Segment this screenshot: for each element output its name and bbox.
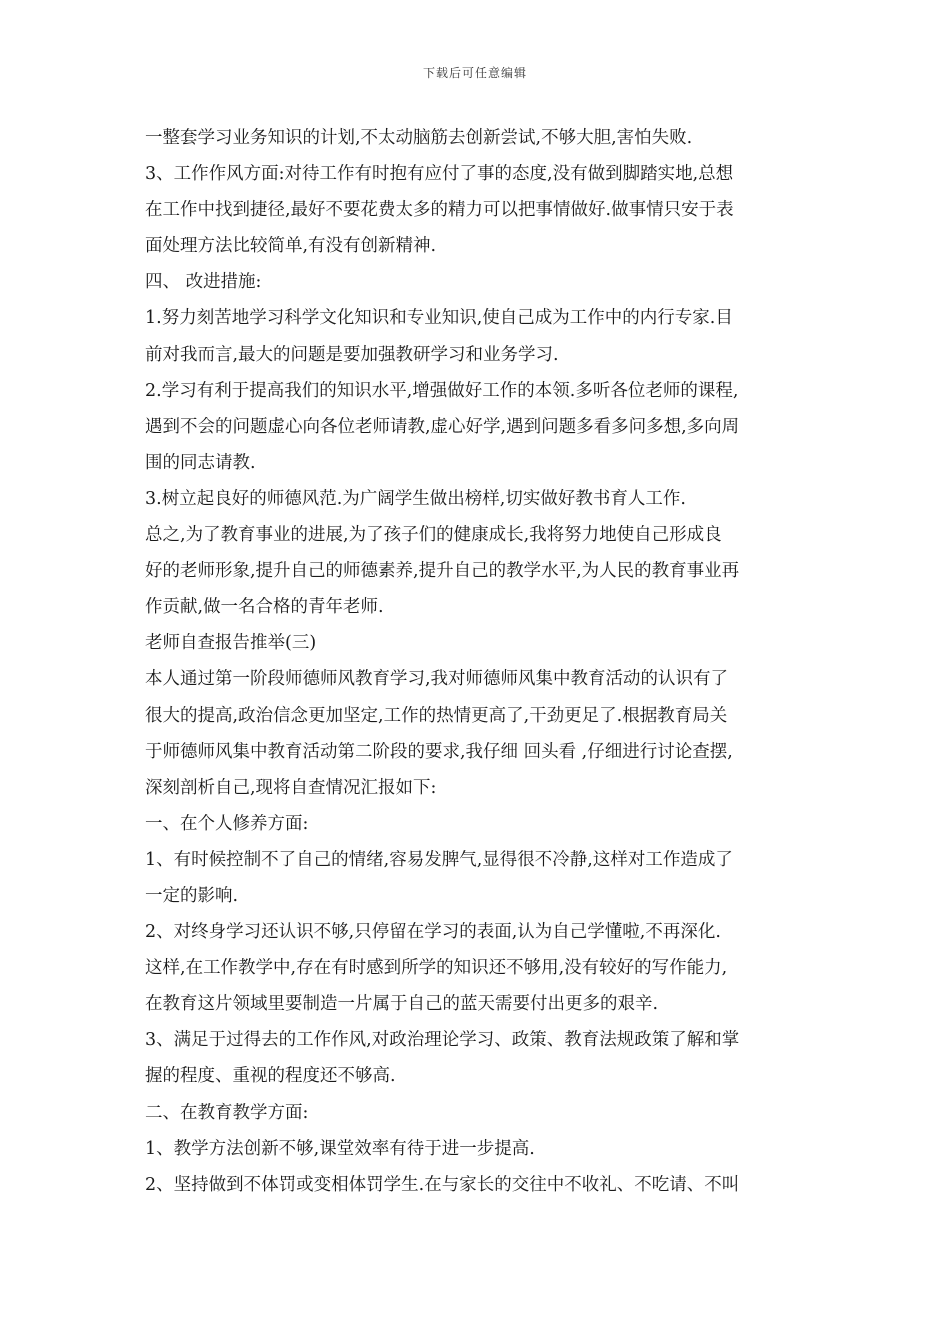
section-heading: 二、在教育教学方面: [145, 1102, 309, 1123]
text-line: 好的老师形象,提升自己的师德素养,提升自己的教学水平,为人民的教育事业再 [145, 561, 740, 582]
text-line: 于师德师风集中教育活动第二阶段的要求,我仔细 回头看 ,仔细进行讨论查摆, [145, 741, 733, 762]
text-line: 深刻剖析自己,现将自查情况汇报如下: [145, 777, 437, 798]
text-line: 在教育这片领域里要制造一片属于自己的蓝天需要付出更多的艰辛. [145, 994, 659, 1015]
document-body [145, 120, 810, 1203]
text-line: 本人通过第一阶段师德师风教育学习,我对师德师风集中教育活动的认识有了 [145, 669, 729, 690]
page-header: 下载后可任意编辑 [422, 66, 527, 80]
text-line: 1、有时候控制不了自己的情绪,容易发脾气,显得很不冷静,这样对工作造成了 [145, 849, 733, 870]
text-line: 一定的影响. [145, 885, 239, 906]
text-line: 3、满足于过得去的工作作风,对政治理论学习、政策、教育法规政策了解和掌 [145, 1030, 740, 1051]
text-line: 面处理方法比较简单,有没有创新精神. [145, 236, 437, 257]
text-line: 前对我而言,最大的问题是要加强教研学习和业务学习. [145, 344, 559, 365]
section-heading: 一、在个人修养方面: [145, 813, 309, 834]
text-line: 总之,为了教育事业的进展,为了孩子们的健康成长,我将努力地使自己形成良 [145, 525, 722, 546]
text-line: 握的程度、重视的程度还不够高. [145, 1066, 396, 1087]
text-line: 作贡献,做一名合格的青年老师. [145, 597, 384, 618]
text-line: 在工作中找到捷径,最好不要花费太多的精力可以把事情做好.做事情只安于表 [145, 200, 734, 221]
text-line: 3、工作作风方面:对待工作有时抱有应付了事的态度,没有做到脚踏实地,总想 [145, 164, 734, 185]
text-line: 1.努力刻苦地学习科学文化知识和专业知识,使自己成为工作中的内行专家.目 [145, 308, 733, 329]
text-line: 2、对终身学习还认识不够,只停留在学习的表面,认为自己学懂啦,不再深化. [145, 922, 721, 943]
text-line: 3.树立起良好的师德风范.为广阔学生做出榜样,切实做好教书育人工作. [145, 488, 686, 509]
text-line: 很大的提高,政治信念更加坚定,工作的热情更高了,干劲更足了.根据教育局关 [145, 705, 728, 726]
text-line: 围的同志请教. [145, 452, 256, 473]
section-heading: 四、 改进措施: [145, 272, 262, 293]
text-line: 1、教学方法创新不够,课堂效率有待于进一步提高. [145, 1138, 535, 1159]
section-heading: 老师自查报告推举(三) [145, 633, 317, 654]
text-line: 2、坚持做到不体罚或变相体罚学生.在与家长的交往中不收礼、不吃请、不叫 [145, 1174, 740, 1195]
text-line: 遇到不会的问题虚心向各位老师请教,虚心好学,遇到问题多看多问多想,多向周 [145, 416, 740, 437]
text-line: 这样,在工作教学中,存在有时感到所学的知识还不够用,没有较好的写作能力, [145, 958, 728, 979]
text-line: 2.学习有利于提高我们的知识水平,增强做好工作的本领.多听各位老师的课程, [145, 380, 739, 401]
text-line: 一整套学习业务知识的计划,不太动脑筋去创新尝试,不够大胆,害怕失败. [145, 128, 693, 148]
